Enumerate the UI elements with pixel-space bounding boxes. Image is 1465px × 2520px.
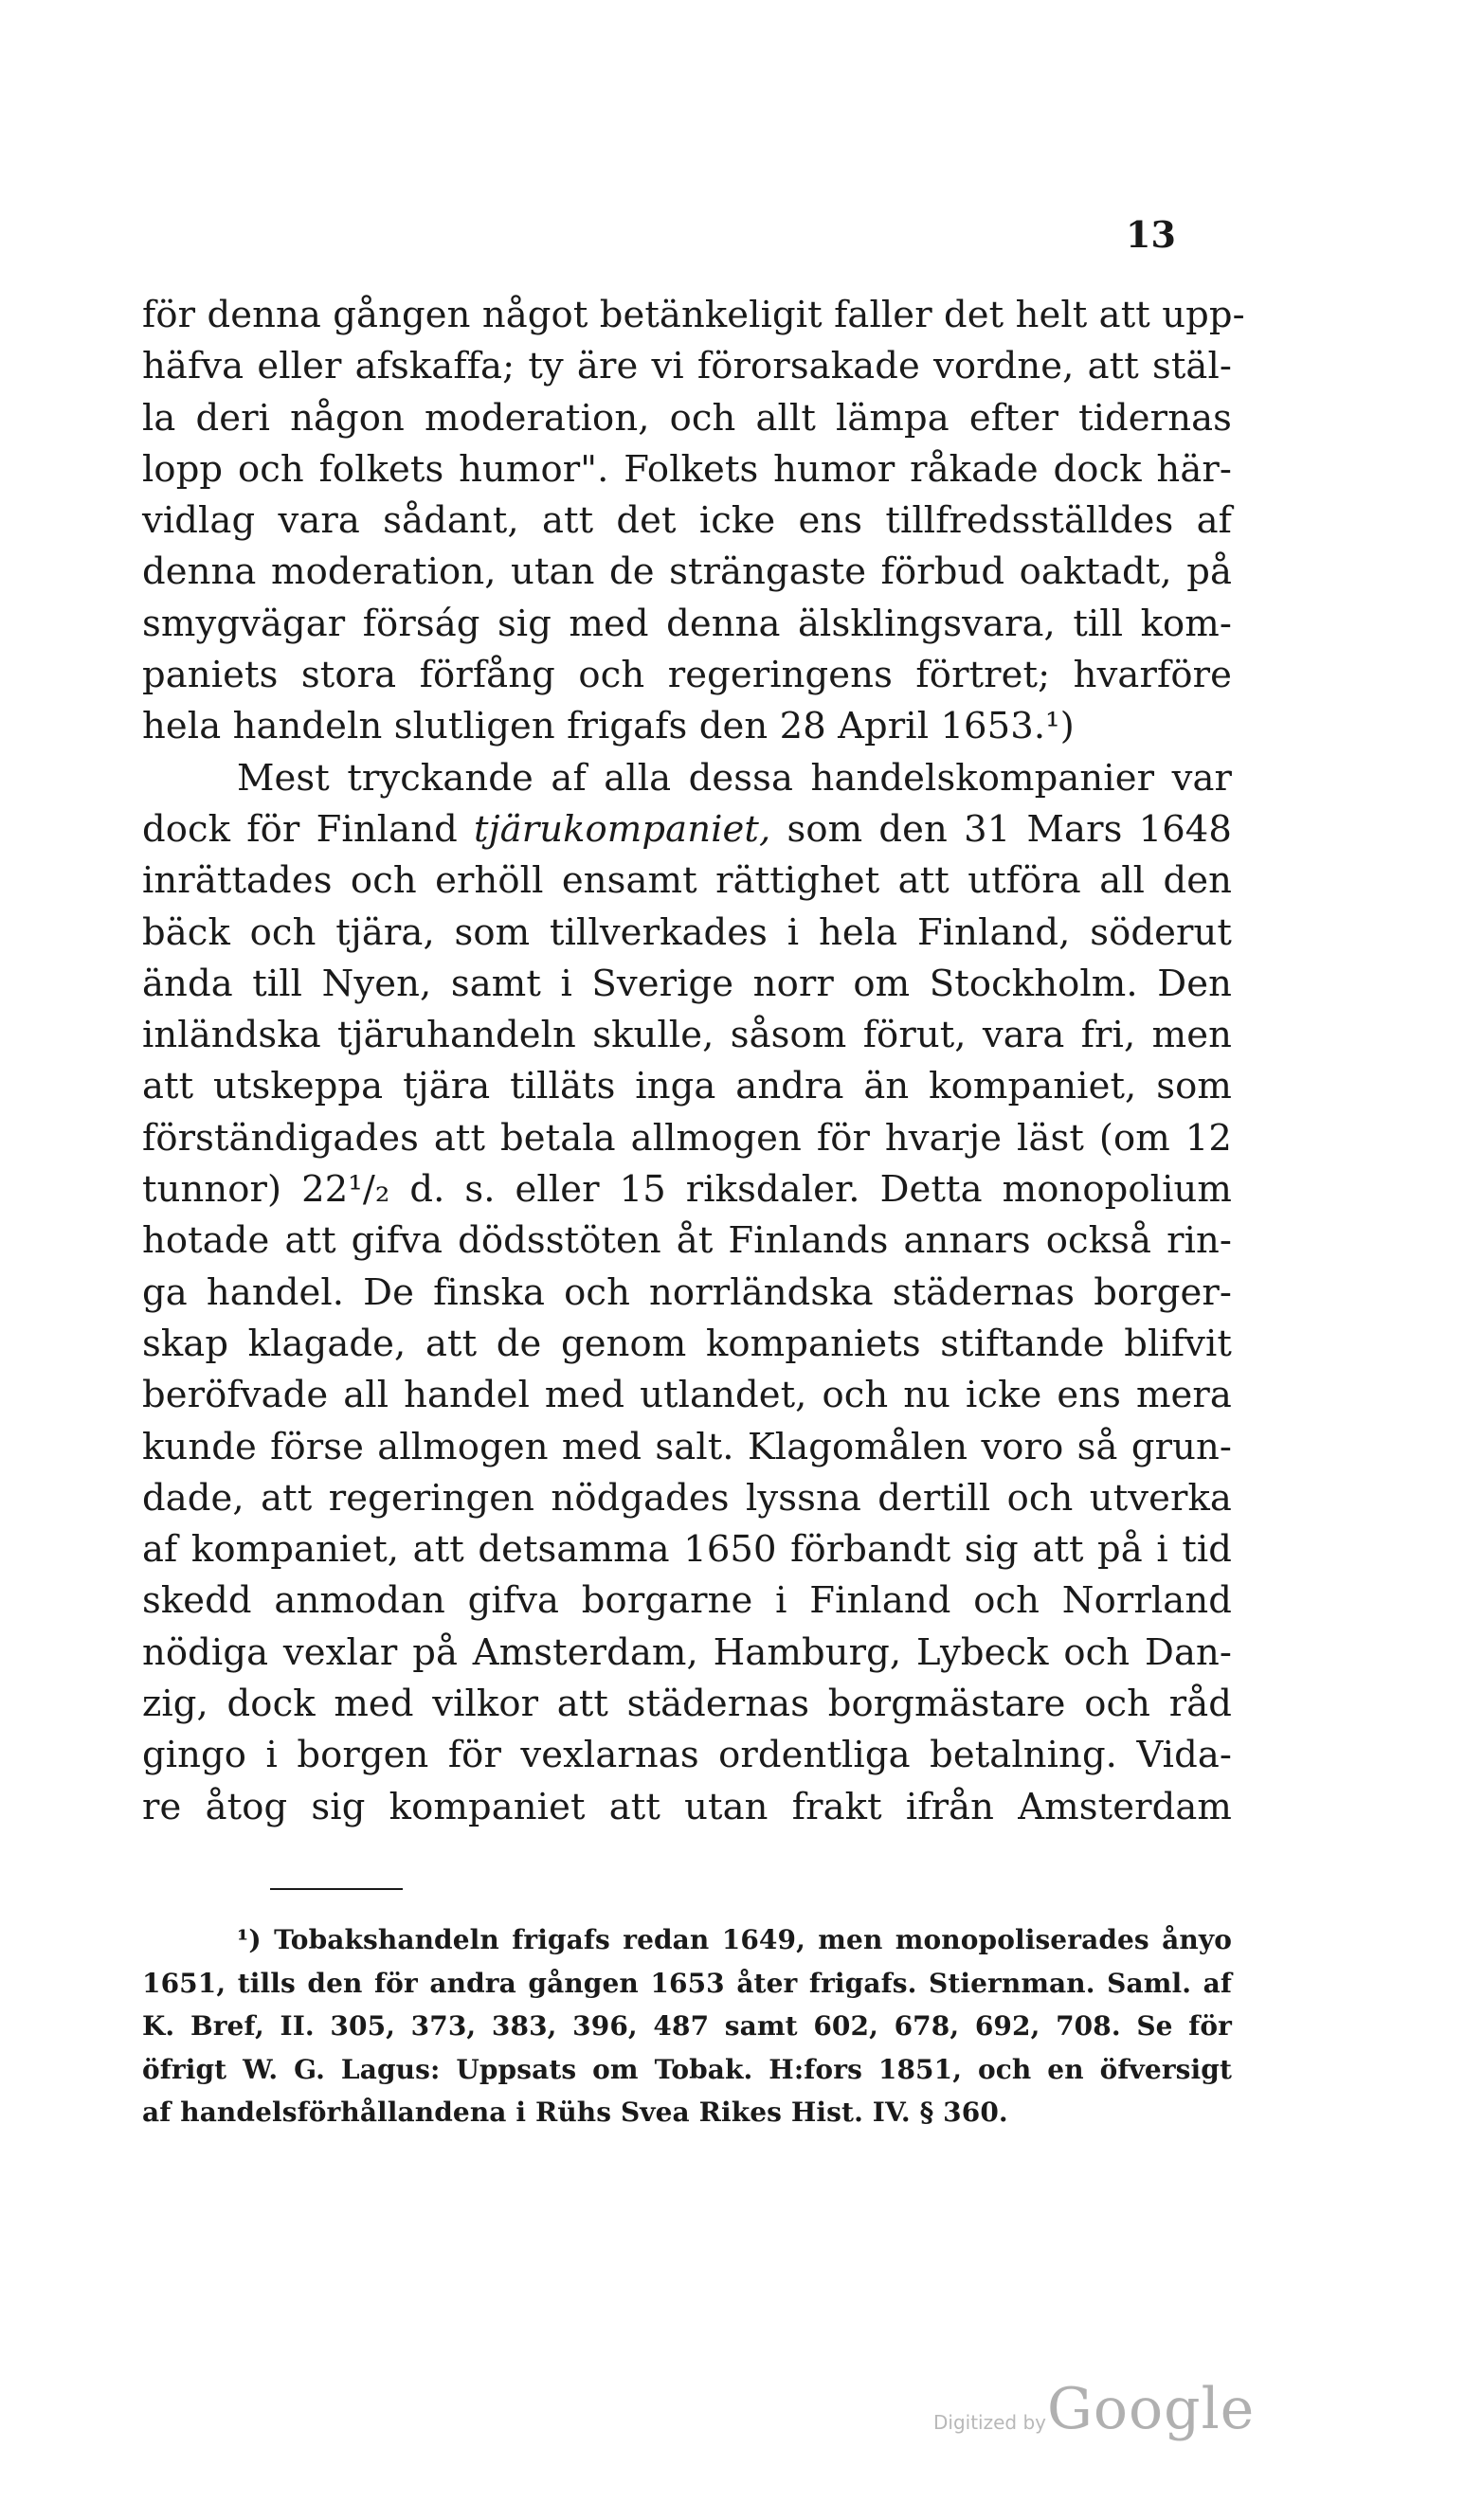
paragraph-start-line: Mest tryckande af alla dessa handelskompanier var <box>237 756 1232 800</box>
google-logo: Google <box>1047 2376 1256 2442</box>
text-line: ända till Nyen, samt i Sverige norr om Stockholm. Den <box>142 962 1232 1005</box>
text-line: för denna gången något betänkeligit faller det helt att upp- <box>142 294 1245 336</box>
text-line: af kompaniet, att detsamma 1650 förbandt sig att på i tid <box>142 1528 1232 1572</box>
text-line: hotade att gifva dödsstöten åt Finlands annars också rin- <box>142 1219 1232 1263</box>
text-line: nödiga vexlar på Amsterdam, Hamburg, Lybeck och Dan- <box>142 1630 1232 1674</box>
text-line: häfva eller afskaffa; ty äre vi förorsakade vordne, att stäl- <box>142 345 1232 388</box>
text-line: ga handel. De finska och norrländska städernas borger- <box>142 1270 1232 1314</box>
italic-term: tjärukompaniet, <box>474 807 771 851</box>
footnote-line: af handelsförhållandena i Rühs Svea Rikes Hist. IV. § 360. <box>142 2097 1008 2128</box>
text-line: skedd anmodan gifva borgarne i Finland och Norrland <box>142 1579 1232 1623</box>
text-line: re åtog sig kompaniet att utan frakt ifrån Amsterdam <box>142 1785 1232 1828</box>
text-line: hela handeln slutligen frigafs den 28 April 1653.¹) <box>142 705 1075 748</box>
text-line: förständigades att betala allmogen för hvarje läst (om 12 <box>142 1116 1232 1160</box>
text-line: vidlag vara sådant, att det icke ens tillfredsställdes af <box>142 499 1232 543</box>
text-line: paniets stora förfång och regeringens förtret; hvarföre <box>142 654 1232 697</box>
text-line: la deri någon moderation, och allt lämpa efter tidernas <box>142 396 1232 440</box>
footnotes <box>142 1918 1232 2134</box>
text-line: beröfvade all handel med utlandet, och nu icke ens mera <box>142 1374 1232 1417</box>
text-line: gingo i borgen för vexlarnas ordentliga betalning. Vida- <box>142 1734 1232 1777</box>
page-number: 13 <box>1126 213 1176 256</box>
text-line: smygvägar förság sig med denna älsklingsvara, till kom- <box>142 602 1232 645</box>
text-line: zig, dock med vilkor att städernas borgmästare och råd <box>142 1683 1232 1726</box>
text-line: inrättades och erhöll ensamt rättighet att utföra all den <box>142 859 1232 903</box>
footnote-line: 1651, tills den för andra gången 1653 åter frigafs. Stiernman. Saml. af <box>142 1967 1232 1999</box>
text-line: denna moderation, utan de strängaste förbud oaktadt, på <box>142 550 1232 594</box>
text-fragment: dock för Finland <box>142 807 475 851</box>
footnote-line: ¹) Tobakshandeln frigafs redan 1649, men monopoliserades ånyo <box>237 1924 1232 1955</box>
digitized-by-label: Digitized by <box>933 2411 1046 2434</box>
text-fragment: som den 31 Mars 1648 <box>770 807 1232 851</box>
footnote-line: öfrigt W. G. Lagus: Uppsats om Tobak. H:fors 1851, och en öfversigt <box>142 2053 1232 2085</box>
text-line: skap klagade, att de genom kompaniets stiftande blifvit <box>142 1322 1232 1365</box>
footnote-divider <box>270 1888 403 1890</box>
text-line-with-italic <box>142 804 1232 855</box>
footnote-line: K. Bref, II. 305, 373, 383, 396, 487 samt 602, 678, 692, 708. Se för <box>142 2010 1232 2042</box>
text-line: lopp och folkets humor". Folkets humor råkade dock här- <box>142 447 1232 491</box>
text-line: tunnor) 22¹/₂ d. s. eller 15 riksdaler. Detta monopolium <box>142 1168 1232 1212</box>
text-line: kunde förse allmogen med salt. Klagomålen voro så grun- <box>142 1425 1232 1468</box>
text-line: bäck och tjära, som tillverkades i hela Finland, söderut <box>142 910 1232 954</box>
text-line: dade, att regeringen nödgades lyssna dertill och utverka <box>142 1476 1232 1520</box>
text-line: inländska tjäruhandeln skulle, såsom förut, vara fri, men <box>142 1014 1232 1057</box>
text-line: att utskeppa tjära tilläts inga andra än kompaniet, som <box>142 1065 1232 1108</box>
main-text <box>142 290 1245 1833</box>
